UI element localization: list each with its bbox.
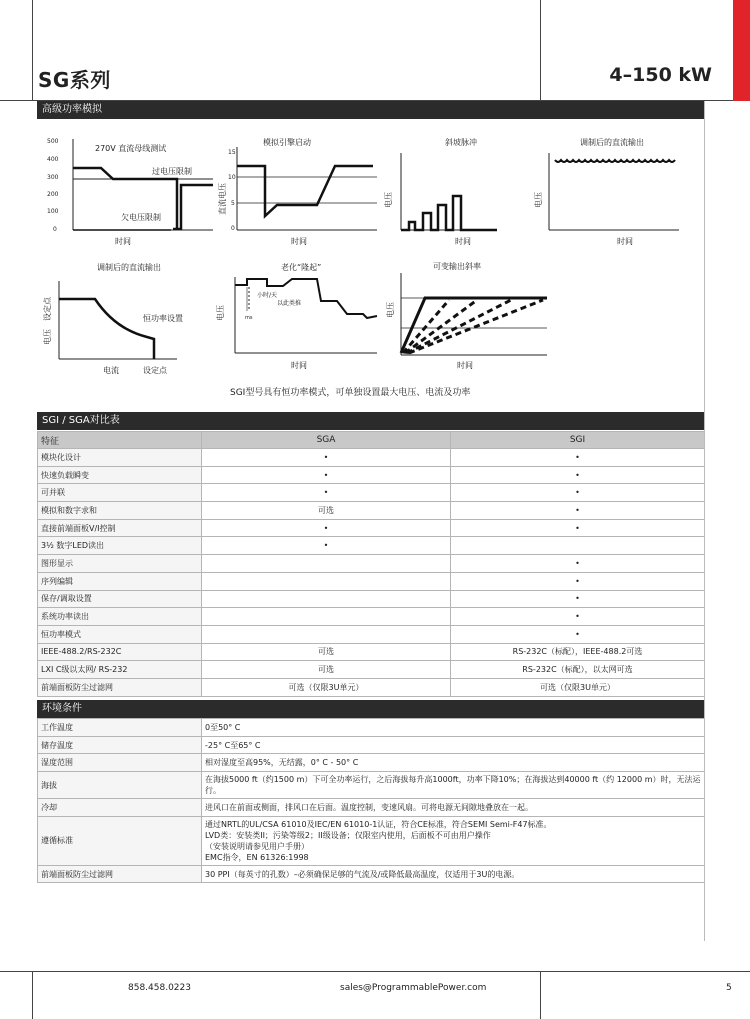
g6-xlabel: 时间 [291,361,307,370]
sgi-cell: • [451,555,705,573]
footer-line-left [32,971,33,1019]
sgi-cell: • [451,590,705,608]
g2-xlabel: 时间 [291,237,307,246]
env-row [38,719,705,737]
g2-tick-0: 0 [231,225,235,232]
env-value-line: 通过NRTL的UL/CSA 61010及IEC/EN 61010-1认证，符合CE标准，符合SEMI Semi-F47标准。 [205,819,552,829]
graphs-panel [37,119,704,412]
g2-tick-5: 5 [231,200,235,207]
env-value: 在海拔5000 ft（约1500 m）下可全功率运行，之后海拔每升高1000ft，功率下降10%；在海拔达到40000 ft（约 12000 m）时，无法运行。 [202,772,705,799]
sga-cell [202,572,451,590]
sga-cell: 可选 [202,502,451,520]
g2-ylabel: 直流电压 [218,183,227,215]
compare-row [38,643,705,661]
frame-line-mid [540,0,541,101]
compare-row [38,537,705,555]
env-label: 冷却 [38,799,202,817]
g1-waveform-b [173,185,213,229]
g5-title: 调制后的直流输出 [97,263,161,272]
g5-x-setpoint: 设定点 [143,366,167,375]
feature-cell: 序列编辑 [38,572,202,590]
env-value-line: （安装说明请参见用户手册） [205,841,309,851]
graphs-figure [37,119,704,412]
sga-cell: • [202,484,451,502]
g5-ylabel-set: 设定点 [43,297,52,321]
g7-dash-3 [407,300,511,353]
g1-tick-300: 300 [47,174,59,181]
g2-tick-15: 15 [228,149,236,156]
g7-ylabel: 电压 [386,302,395,318]
sga-cell: 可选 [202,661,451,679]
compare-row [38,519,705,537]
g2-tick-10: 10 [228,174,236,181]
g1-xlabel: 时间 [115,237,131,246]
compare-row [38,608,705,626]
sga-cell: 可选 [202,643,451,661]
compare-row [38,590,705,608]
env-row [38,799,705,817]
g7-title: 可变输出斜率 [433,262,481,271]
env-label: 湿度范围 [38,754,202,772]
g3-xlabel: 时间 [455,237,471,246]
sgi-cell: • [451,466,705,484]
sgi-cell: • [451,519,705,537]
compare-table-wrap [37,431,704,697]
g6-annot-ms: ms [245,315,253,321]
g1-tick-100: 100 [47,208,59,215]
feature-cell: 系统功率读出 [38,608,202,626]
g3-waveform [401,196,497,230]
g1-over-limit: 过电压限制 [152,167,192,176]
frame-line-right [704,101,705,941]
env-row [38,754,705,772]
graph-engine-start [217,137,377,246]
red-tab [733,0,750,101]
graph-constant-power [42,262,183,375]
g6-title: 老化“隆起” [281,263,322,272]
sga-cell [202,555,451,573]
g1-tick-400: 400 [47,156,59,163]
sgi-cell: 可选（仅限3U单元） [451,678,705,696]
env-label: 海拔 [38,772,202,799]
g4-xlabel: 时间 [617,237,633,246]
feature-cell: IEEE-488.2/RS-232C [38,643,202,661]
env-value: 30 PPI（每英寸的孔数）–必须确保足够的气流及/或降低最高温度，仅适用于3U的电源。 [202,865,705,883]
env-value-line: LVD类：安装类II；污染等级2；II级设备；仅限室内使用，后面板不可由用户操作 [205,830,491,840]
compare-header-cell: 特征 [38,432,202,449]
compare-table [37,431,705,697]
g5-x-current: 电流 [103,366,119,375]
env-value: 进风口在前面或侧面，排风口在后面。温度控制，变速风扇。可将电源无间隙地叠放在一起。 [202,799,705,817]
g1-title: 270V 直流母线测试 [95,144,167,153]
sgi-cell: • [451,608,705,626]
section-compare-heading: SGI / SGA对比表 [37,412,704,430]
env-value: 0至50° C [202,719,705,737]
env-label: 前端面板防尘过滤网 [38,865,202,883]
frame-line-left [32,0,33,101]
g7-dash-2 [405,300,477,353]
compare-header-row [38,432,705,449]
env-row [38,772,705,799]
g4-title: 调制后的直流输出 [580,138,644,147]
sga-cell: • [202,449,451,467]
sga-cell [202,590,451,608]
compare-row [38,466,705,484]
g3-ylabel: 电压 [384,192,393,208]
env-table-wrap [37,718,704,883]
compare-row [38,625,705,643]
feature-cell: 可并联 [38,484,202,502]
sga-cell: • [202,519,451,537]
g7-dash-4 [409,300,543,353]
env-value: 相对湿度至高95%，无结露，0° C - 50° C [202,754,705,772]
sgi-cell: • [451,449,705,467]
sga-cell [202,608,451,626]
env-label: 工作温度 [38,719,202,737]
graph-variable-slope [385,261,547,370]
g4-waveform [555,160,675,162]
g7-xlabel: 时间 [457,361,473,370]
g1-under-limit: 欠电压限制 [121,213,161,222]
sga-cell: 可选（仅限3U单元） [202,678,451,696]
sga-cell: • [202,466,451,484]
feature-cell: 模拟和数字求和 [38,502,202,520]
feature-cell: 模块化设计 [38,449,202,467]
graph-270v-bus [47,138,213,246]
sgi-cell: RS-232C（标配），IEEE-488.2可选 [451,643,705,661]
g1-tick-500: 500 [47,138,59,145]
env-row [38,816,705,865]
env-label: 遵循标准 [38,816,202,865]
env-table [37,718,705,883]
compare-row [38,678,705,696]
sgi-cell: • [451,502,705,520]
env-row [38,736,705,754]
feature-cell: 恒功率模式 [38,625,202,643]
g6-annot-hours: 小时/天 [257,292,278,299]
g5-waveform [59,299,154,359]
sga-cell: • [202,537,451,555]
g1-tick-200: 200 [47,191,59,198]
sgi-cell: • [451,572,705,590]
feature-cell: 保存/调取设置 [38,590,202,608]
sga-cell [202,625,451,643]
compare-row [38,449,705,467]
compare-row [38,555,705,573]
compare-row [38,484,705,502]
sgi-cell: • [451,484,705,502]
page-number: 5 [726,983,732,993]
sgi-cell: • [451,625,705,643]
footer-line-mid [540,971,541,1019]
sgi-cell [451,537,705,555]
g6-ylabel: 电压 [216,305,225,321]
graph-aging-bump [215,262,377,370]
env-value-line: EMC指令，EN 61326:1998 [205,852,309,862]
g2-title: 模拟引擎启动 [263,138,311,147]
sgi-cell: RS-232C（标配），以太网可选 [451,661,705,679]
feature-cell: 3½ 数字LED读出 [38,537,202,555]
graphs-caption: SGI型号具有恒功率模式，可单独设置最大电压、电流及功率 [230,388,471,398]
env-value [202,816,705,865]
feature-cell: LXI C级以太网/ RS-232 [38,661,202,679]
feature-cell: 图形显示 [38,555,202,573]
env-label: 储存温度 [38,736,202,754]
section-advanced-heading: 高级功率模拟 [37,101,704,119]
compare-row [38,661,705,679]
graph-modulated-dc [533,137,679,246]
g6-annot-etc: 以此类推 [277,300,302,307]
env-row [38,865,705,883]
power-range-title: 4–150 kW [609,64,712,86]
footer-phone: 858.458.0223 [128,983,191,993]
g5-note: 恒功率设置 [143,314,183,323]
g3-title: 斜坡脉冲 [445,138,477,147]
footer-email[interactable]: sales@ProgrammablePower.com [340,983,487,993]
g2-waveform [237,166,373,216]
series-title: SG系列 [38,68,111,92]
g1-tick-0: 0 [53,226,57,233]
graph-ramp-pulse [383,137,497,246]
feature-cell: 直接前端面板V/I控制 [38,519,202,537]
compare-header-cell: SGI [451,432,705,449]
env-value: -25° C至65° C [202,736,705,754]
compare-header-cell: SGA [202,432,451,449]
feature-cell: 快速负载瞬变 [38,466,202,484]
g4-ylabel: 电压 [534,192,543,208]
g5-ylabel-voltage: 电压 [43,329,52,345]
footer-rule [0,971,750,972]
section-env-heading: 环境条件 [37,700,704,718]
feature-cell: 前端面板防尘过滤网 [38,678,202,696]
compare-row [38,502,705,520]
compare-row [38,572,705,590]
